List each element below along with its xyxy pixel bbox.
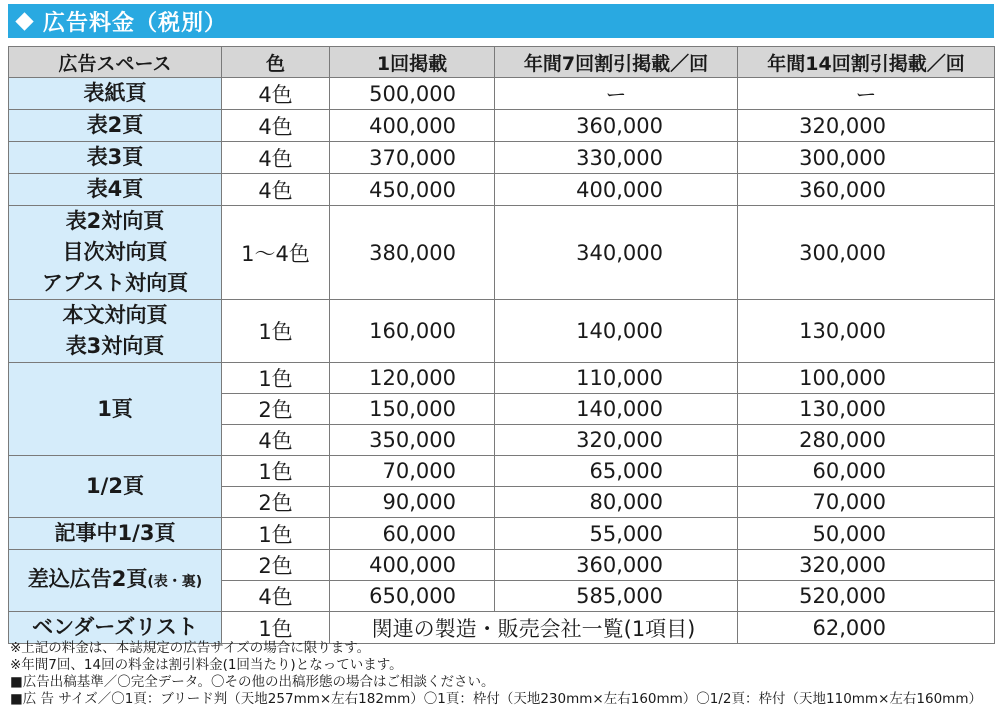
price-yearly-7: 330,000	[495, 142, 738, 174]
price-yearly-7: 400,000	[495, 174, 738, 206]
price-once: 400,000	[330, 110, 495, 142]
footnote: ※年間7回、14回の料金は割引料金(1回当たり)となっています。	[10, 657, 403, 673]
space-label: 1/2頁	[86, 474, 144, 498]
table-row	[9, 206, 995, 300]
price-yearly-14: 50,000	[738, 518, 995, 550]
price-yearly-7: 585,000	[495, 581, 738, 612]
price-yearly-14: 520,000	[738, 581, 995, 612]
price-yearly-7: 140,000	[495, 394, 738, 425]
price-once: 380,000	[330, 206, 495, 300]
header-row	[9, 47, 995, 78]
space-label: 差込広告2頁	[27, 566, 148, 591]
price-yearly-14: 300,000	[738, 206, 995, 300]
space-label: 記事中1/3頁	[54, 521, 176, 545]
price-yearly-7: 140,000	[495, 300, 738, 363]
space-cell	[9, 174, 222, 206]
header-space: 広告スペース	[9, 47, 222, 78]
space-label: 表2対向頁	[65, 209, 165, 233]
diamond-icon	[15, 12, 33, 30]
table-row	[9, 78, 995, 110]
space-cell	[9, 612, 222, 644]
space-cell	[9, 78, 222, 110]
price-once: 650,000	[330, 581, 495, 612]
color-cell: 4色	[222, 174, 330, 206]
price-yearly-14: 320,000	[738, 110, 995, 142]
table-row	[9, 174, 995, 206]
price-yearly-14: 320,000	[738, 550, 995, 581]
price-yearly-7: ー	[495, 78, 738, 110]
table-row	[9, 612, 995, 644]
title-banner	[8, 4, 994, 38]
price-yearly-14: 100,000	[738, 363, 995, 394]
color-cell: 1〜4色	[222, 206, 330, 300]
price-once: 160,000	[330, 300, 495, 363]
space-label: 目次対向頁	[62, 240, 168, 264]
color-cell: 2色	[222, 394, 330, 425]
color-cell: 1色	[222, 518, 330, 550]
table-row	[9, 142, 995, 174]
header-color: 色	[222, 47, 330, 78]
price-yearly-7: 320,000	[495, 425, 738, 456]
price-yearly-14: 130,000	[738, 394, 995, 425]
space-label: アプスト対向頁	[41, 271, 189, 295]
price-once: 60,000	[330, 518, 495, 550]
price-once: 370,000	[330, 142, 495, 174]
header-once: 1回掲載	[330, 47, 495, 78]
space-cell	[9, 518, 222, 550]
color-cell: 4色	[222, 581, 330, 612]
price-yearly-7: 55,000	[495, 518, 738, 550]
price-once: 90,000	[330, 487, 495, 518]
color-cell: 1色	[222, 612, 330, 644]
price-yearly-14: 300,000	[738, 142, 995, 174]
space-label: 本文対向頁	[62, 303, 168, 327]
price-once: 120,000	[330, 363, 495, 394]
space-label: 表紙頁	[83, 81, 147, 105]
space-cell	[9, 456, 222, 518]
header-yearly-7: 年間7回割引掲載／回	[495, 47, 738, 78]
rate-table	[8, 46, 995, 644]
page-title: 広告料金（税別）	[43, 10, 228, 36]
space-cell	[9, 110, 222, 142]
price-once: 150,000	[330, 394, 495, 425]
table-row	[9, 110, 995, 142]
price-once: 350,000	[330, 425, 495, 456]
color-cell: 2色	[222, 487, 330, 518]
price-once: 400,000	[330, 550, 495, 581]
space-label: 1頁	[97, 396, 133, 421]
price-once: 450,000	[330, 174, 495, 206]
vendor-list-description: 関連の製造・販売会社一覧(1項目)	[330, 612, 738, 644]
table-row	[9, 363, 995, 394]
space-cell	[9, 300, 222, 363]
price-yearly-14: 280,000	[738, 425, 995, 456]
space-label: 表3対向頁	[65, 334, 165, 358]
color-cell: 2色	[222, 550, 330, 581]
price-yearly-14: 360,000	[738, 174, 995, 206]
space-label: ベンダーズリスト	[32, 615, 198, 639]
color-cell: 1色	[222, 456, 330, 487]
color-cell: 1色	[222, 363, 330, 394]
table-row	[9, 550, 995, 581]
space-cell	[9, 363, 222, 456]
space-label: 表3頁	[86, 145, 144, 169]
price-yearly-7: 110,000	[495, 363, 738, 394]
space-cell	[9, 142, 222, 174]
header-yearly-14: 年間14回割引掲載／回	[738, 47, 995, 78]
price-yearly-14: 62,000	[738, 612, 995, 644]
price-yearly-14: ー	[738, 78, 995, 110]
price-yearly-7: 65,000	[495, 456, 738, 487]
price-once: 500,000	[330, 78, 495, 110]
price-yearly-14: 70,000	[738, 487, 995, 518]
price-yearly-7: 360,000	[495, 550, 738, 581]
price-yearly-7: 80,000	[495, 487, 738, 518]
color-cell: 1色	[222, 300, 330, 363]
table-row	[9, 456, 995, 487]
footnote: ■広告出稿基準／〇完全データ。〇その他の出稿形態の場合はご相談ください。	[10, 674, 495, 690]
price-once: 70,000	[330, 456, 495, 487]
table-row	[9, 300, 995, 363]
price-yearly-14: 60,000	[738, 456, 995, 487]
space-note: (表・裏)	[147, 573, 203, 590]
color-cell: 4色	[222, 110, 330, 142]
price-yearly-7: 360,000	[495, 110, 738, 142]
space-cell	[9, 206, 222, 300]
table-row	[9, 518, 995, 550]
price-yearly-14: 130,000	[738, 300, 995, 363]
price-yearly-7: 340,000	[495, 206, 738, 300]
footnote: ※上記の料金は、本誌規定の広告サイズの場合に限ります。	[10, 640, 371, 656]
color-cell: 4色	[222, 142, 330, 174]
space-cell	[9, 550, 222, 612]
color-cell: 4色	[222, 425, 330, 456]
footnotes	[10, 640, 1000, 708]
color-cell: 4色	[222, 78, 330, 110]
space-label: 表4頁	[86, 177, 144, 201]
footnote: ■広 告 サイズ／〇1頁：ブリード判（天地257mm×左右182mm）〇1頁：枠付（天地230mm×左右160mm）〇1/2頁：枠付（天地110mm×左右160mm）	[10, 691, 982, 707]
space-label: 表2頁	[86, 113, 144, 137]
